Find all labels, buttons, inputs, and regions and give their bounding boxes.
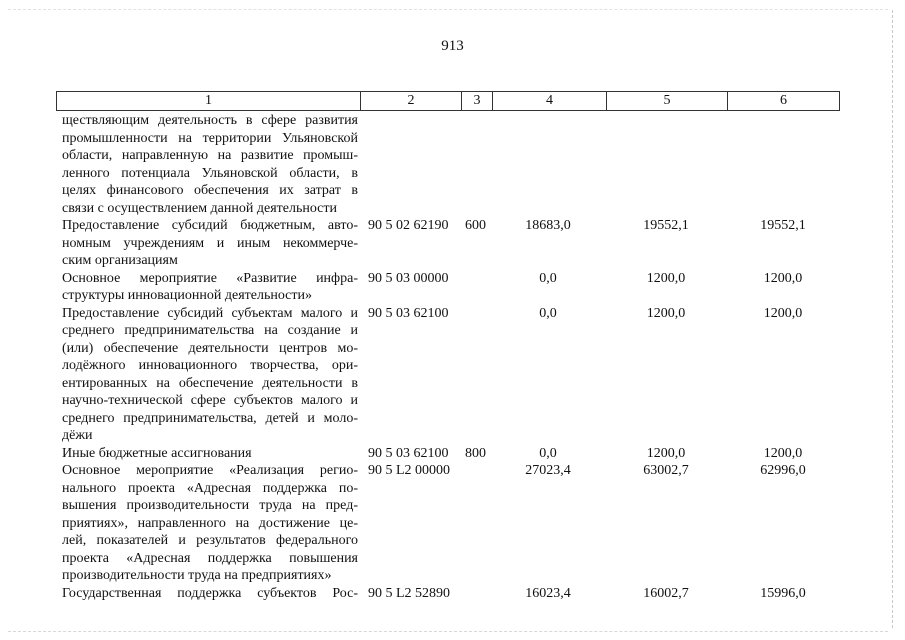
row-description	[62, 305, 358, 445]
row-description-line: среднего предпринимательства, детей и моло-	[62, 410, 358, 426]
row-code: 90 5 03 62100	[368, 305, 449, 321]
scan-artifact-bottom	[8, 631, 888, 632]
row-description-line: промышленности на территории Ульяновской	[62, 130, 358, 146]
row-description-line: дёжи	[62, 428, 93, 443]
row-description-line: Предоставление субсидий субъектам малого и	[62, 305, 358, 321]
row-description-line: приятиях», направленного на достижение це-	[62, 515, 358, 531]
row-value-col5: 1200,0	[646, 445, 686, 461]
header-col-4: 4	[493, 92, 607, 110]
row-value-col6: 19552,1	[760, 218, 806, 233]
row-code: 90 5 03 62100	[368, 445, 449, 461]
row-value-col5: 63002,7	[643, 463, 689, 478]
row-description-line: проекта «Адресная поддержка повышения	[62, 550, 358, 566]
table-row	[0, 305, 905, 445]
row-code: 90 5 03 00000	[368, 270, 449, 286]
row-value-col4: 27023,4	[525, 463, 571, 478]
header-col-2: 2	[361, 92, 462, 110]
row-description-line: Предоставление субсидий бюджетным, авто-	[62, 218, 358, 233]
row-value-col5: 1200,0	[646, 270, 686, 286]
row-description	[62, 462, 358, 585]
row-description-line: лей, показателей и результатов федерального	[62, 533, 358, 548]
scan-artifact-top	[8, 9, 888, 10]
table-header	[56, 91, 840, 111]
row-description-line: структуры инновационной деятельности»	[62, 288, 312, 303]
row-expense-type: 600	[465, 218, 486, 233]
row-description-line: Основное мероприятие «Развитие инфра-	[62, 270, 358, 286]
row-description-line: ентированных на обеспечение деятельности в	[62, 375, 358, 391]
row-value-col4: 0,0	[539, 445, 557, 461]
row-expense-type: 800	[465, 445, 486, 461]
header-col-3: 3	[462, 92, 493, 110]
row-value-col6: 1200,0	[763, 445, 803, 461]
table-row	[0, 445, 905, 463]
row-description-line: ленного потенциала Ульяновской области, в	[62, 165, 358, 181]
row-description	[62, 112, 358, 217]
row-description-line: номным учреждениям и иным некоммерче-	[62, 235, 358, 251]
row-description-line: (или) обеспечение деятельности центров мо-	[62, 340, 358, 356]
row-description-line: связи с осуществлением данной деятельности	[62, 200, 338, 216]
table-row	[0, 462, 905, 585]
row-description-line: производительности труда на предприятиях»	[62, 568, 332, 583]
row-description-line: ществляющим деятельность в сфере развития	[62, 113, 358, 128]
row-value-col5: 16002,7	[643, 585, 689, 601]
row-description	[62, 585, 358, 603]
row-value-col4: 0,0	[539, 270, 557, 286]
header-col-1: 1	[57, 92, 361, 110]
header-col-5: 5	[607, 92, 728, 110]
row-description-line: вышения производительности труда на пред-	[62, 498, 358, 513]
row-value-col5: 1200,0	[646, 305, 686, 321]
row-description-line: области, направленную на развитие промыш-	[62, 148, 358, 163]
table-row	[0, 217, 905, 270]
table-row	[0, 585, 905, 603]
row-description-line: Основное мероприятие «Реализация регио-	[62, 463, 358, 478]
row-value-col6: 1200,0	[763, 270, 803, 286]
row-value-col6: 1200,0	[763, 305, 803, 321]
row-description	[62, 445, 358, 463]
row-value-col6: 15996,0	[760, 585, 806, 601]
row-value-col4: 0,0	[539, 305, 557, 321]
row-value-col6: 62996,0	[760, 463, 806, 478]
row-description-line: целях финансового обеспечения их затрат в	[62, 183, 358, 198]
header-col-6: 6	[780, 93, 787, 108]
row-description-line: Иные бюджетные ассигнования	[62, 445, 252, 461]
row-description-line: среднего предпринимательства на создание и	[62, 323, 358, 338]
row-description	[62, 270, 358, 305]
table-row	[0, 270, 905, 305]
table-row	[0, 112, 905, 217]
row-description-line: научно-технической сфере субъектов малого и	[62, 393, 358, 408]
row-description-line: Государственная поддержка субъектов Рос-	[62, 585, 358, 601]
row-code: 90 5 02 62190	[368, 218, 449, 233]
row-description-line: лодёжного инновационного творчества, ори-	[62, 358, 358, 373]
row-code: 90 5 L2 00000	[368, 463, 451, 478]
row-value-col4: 18683,0	[525, 218, 571, 233]
page-number: 913	[441, 38, 464, 54]
row-description	[62, 217, 358, 270]
row-description-line: нального проекта «Адресная поддержка по-	[62, 480, 358, 496]
row-description-line: ским организациям	[62, 253, 178, 268]
row-code: 90 5 L2 52890	[368, 585, 451, 601]
row-value-col4: 16023,4	[525, 585, 571, 601]
row-value-col5: 19552,1	[643, 218, 689, 233]
